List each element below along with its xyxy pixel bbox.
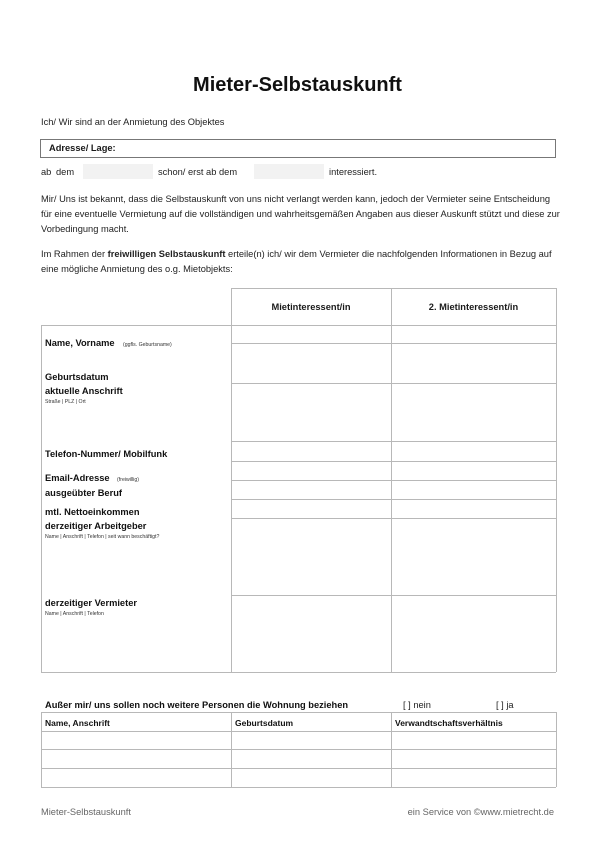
employer-field-applicant1[interactable] xyxy=(232,519,390,594)
person1-relation-field[interactable] xyxy=(392,732,555,748)
person2-birth-field[interactable] xyxy=(232,750,390,767)
phone-field-applicant2[interactable] xyxy=(392,442,555,460)
person2-name-field[interactable] xyxy=(42,750,230,767)
income-field-applicant2[interactable] xyxy=(392,500,555,517)
person1-birth-field[interactable] xyxy=(232,732,390,748)
job-field-applicant1[interactable] xyxy=(232,481,390,498)
landlord-field-applicant1[interactable] xyxy=(232,596,390,671)
row-landlord-label: derzeitiger Vermieter xyxy=(45,598,137,608)
footer-right: ein Service von ©www.mietrecht.de xyxy=(407,807,554,817)
row-income-label: mtl. Nettoeinkommen xyxy=(45,507,140,517)
row-job-label: ausgeübter Beruf xyxy=(45,488,122,498)
name-field-applicant2[interactable] xyxy=(392,344,555,382)
row-landlord-sub: Name | Anschrift | Telefon xyxy=(45,611,104,617)
footer-left: Mieter-Selbstauskunft xyxy=(41,807,131,817)
person3-relation-field[interactable] xyxy=(392,769,555,786)
checkbox-no[interactable]: [ ] nein xyxy=(403,700,431,710)
persons-col-relation: Verwandtschaftsverhältnis xyxy=(395,718,503,728)
person1-name-field[interactable] xyxy=(42,732,230,748)
purpose-text-bold: freiwilligen Selbstauskunft xyxy=(107,249,226,259)
email-field-applicant1[interactable] xyxy=(232,462,390,479)
alternative-date-field[interactable] xyxy=(254,164,324,179)
date-line-dem: dem xyxy=(56,167,75,177)
row-name-sub: (ggfls. Geburtsname) xyxy=(123,342,172,348)
row-email-label: Email-Adresse xyxy=(45,473,110,483)
date-line-interessiert: interessiert. xyxy=(329,167,378,177)
address-field-applicant1[interactable] xyxy=(232,384,390,440)
row-phone-label: Telefon-Nummer/ Mobilfunk xyxy=(45,449,168,459)
person2-relation-field[interactable] xyxy=(392,750,555,767)
person3-birth-field[interactable] xyxy=(232,769,390,786)
row-name-label: Name, Vorname xyxy=(45,338,115,348)
person3-name-field[interactable] xyxy=(42,769,230,786)
job-field-applicant2[interactable] xyxy=(392,481,555,498)
date-line-ab: ab xyxy=(41,167,52,177)
start-date-field[interactable] xyxy=(83,164,153,179)
income-field-applicant1[interactable] xyxy=(232,500,390,517)
row-employer-sub: Name | Anschrift | Telefon | seit wann beschäftigt? xyxy=(45,534,160,540)
address-field-applicant2[interactable] xyxy=(392,384,555,440)
column-header-applicant2: 2. Mietinteressent/in xyxy=(428,302,519,312)
row-name xyxy=(45,333,172,351)
column-header-applicant1: Mietinteressent/in xyxy=(271,302,351,312)
phone-field-applicant1[interactable] xyxy=(232,442,390,460)
checkbox-yes[interactable]: [ ] ja xyxy=(496,700,514,710)
address-field[interactable] xyxy=(40,139,556,158)
landlord-field-applicant2[interactable] xyxy=(392,596,555,671)
email-field-applicant2[interactable] xyxy=(392,462,555,479)
disclaimer-paragraph: Mir/ Uns ist bekannt, dass die Selbstauskunft von uns nicht verlangt werden kann, jedoch der Vermieter seine Entscheidung für eine eventuelle Vermietung auf die vollständigen und wahrheitsgemäßen Angaben aus dieser Auskunft stützt und diese zur Vorbedingung macht. xyxy=(41,194,560,235)
row-address-sub: Straße | PLZ | Ort xyxy=(45,399,86,405)
row-email xyxy=(45,468,139,486)
page-title: Mieter-Selbstauskunft xyxy=(193,74,402,96)
employer-field-applicant2[interactable] xyxy=(392,519,555,594)
intro-text: Ich/ Wir sind an der Anmietung des Objektes xyxy=(41,117,225,127)
row-birth-label: Geburtsdatum xyxy=(45,372,109,382)
row-address-label: aktuelle Anschrift xyxy=(45,386,123,396)
persons-col-birth: Geburtsdatum xyxy=(235,718,294,728)
purpose-paragraph xyxy=(41,247,561,277)
purpose-text-before: Im Rahmen der xyxy=(41,249,108,259)
address-label: Adresse/ Lage: xyxy=(49,143,116,153)
persons-col-name: Name, Anschrift xyxy=(45,718,110,728)
purpose-text-after: erteile(n) ich/ wir dem Vermieter die nachfolgenden Informationen in Bezug auf eine mögliche Anmietung des o.g. Mietobjekts: xyxy=(41,249,552,275)
date-line-schon: schon/ erst ab dem xyxy=(158,167,238,177)
row-employer-label: derzeitiger Arbeitgeber xyxy=(45,521,147,531)
name-field-applicant1[interactable] xyxy=(232,344,390,382)
further-persons-question: Außer mir/ uns sollen noch weitere Personen die Wohnung beziehen xyxy=(45,700,349,710)
row-email-sub: (freiwillig) xyxy=(117,477,139,483)
